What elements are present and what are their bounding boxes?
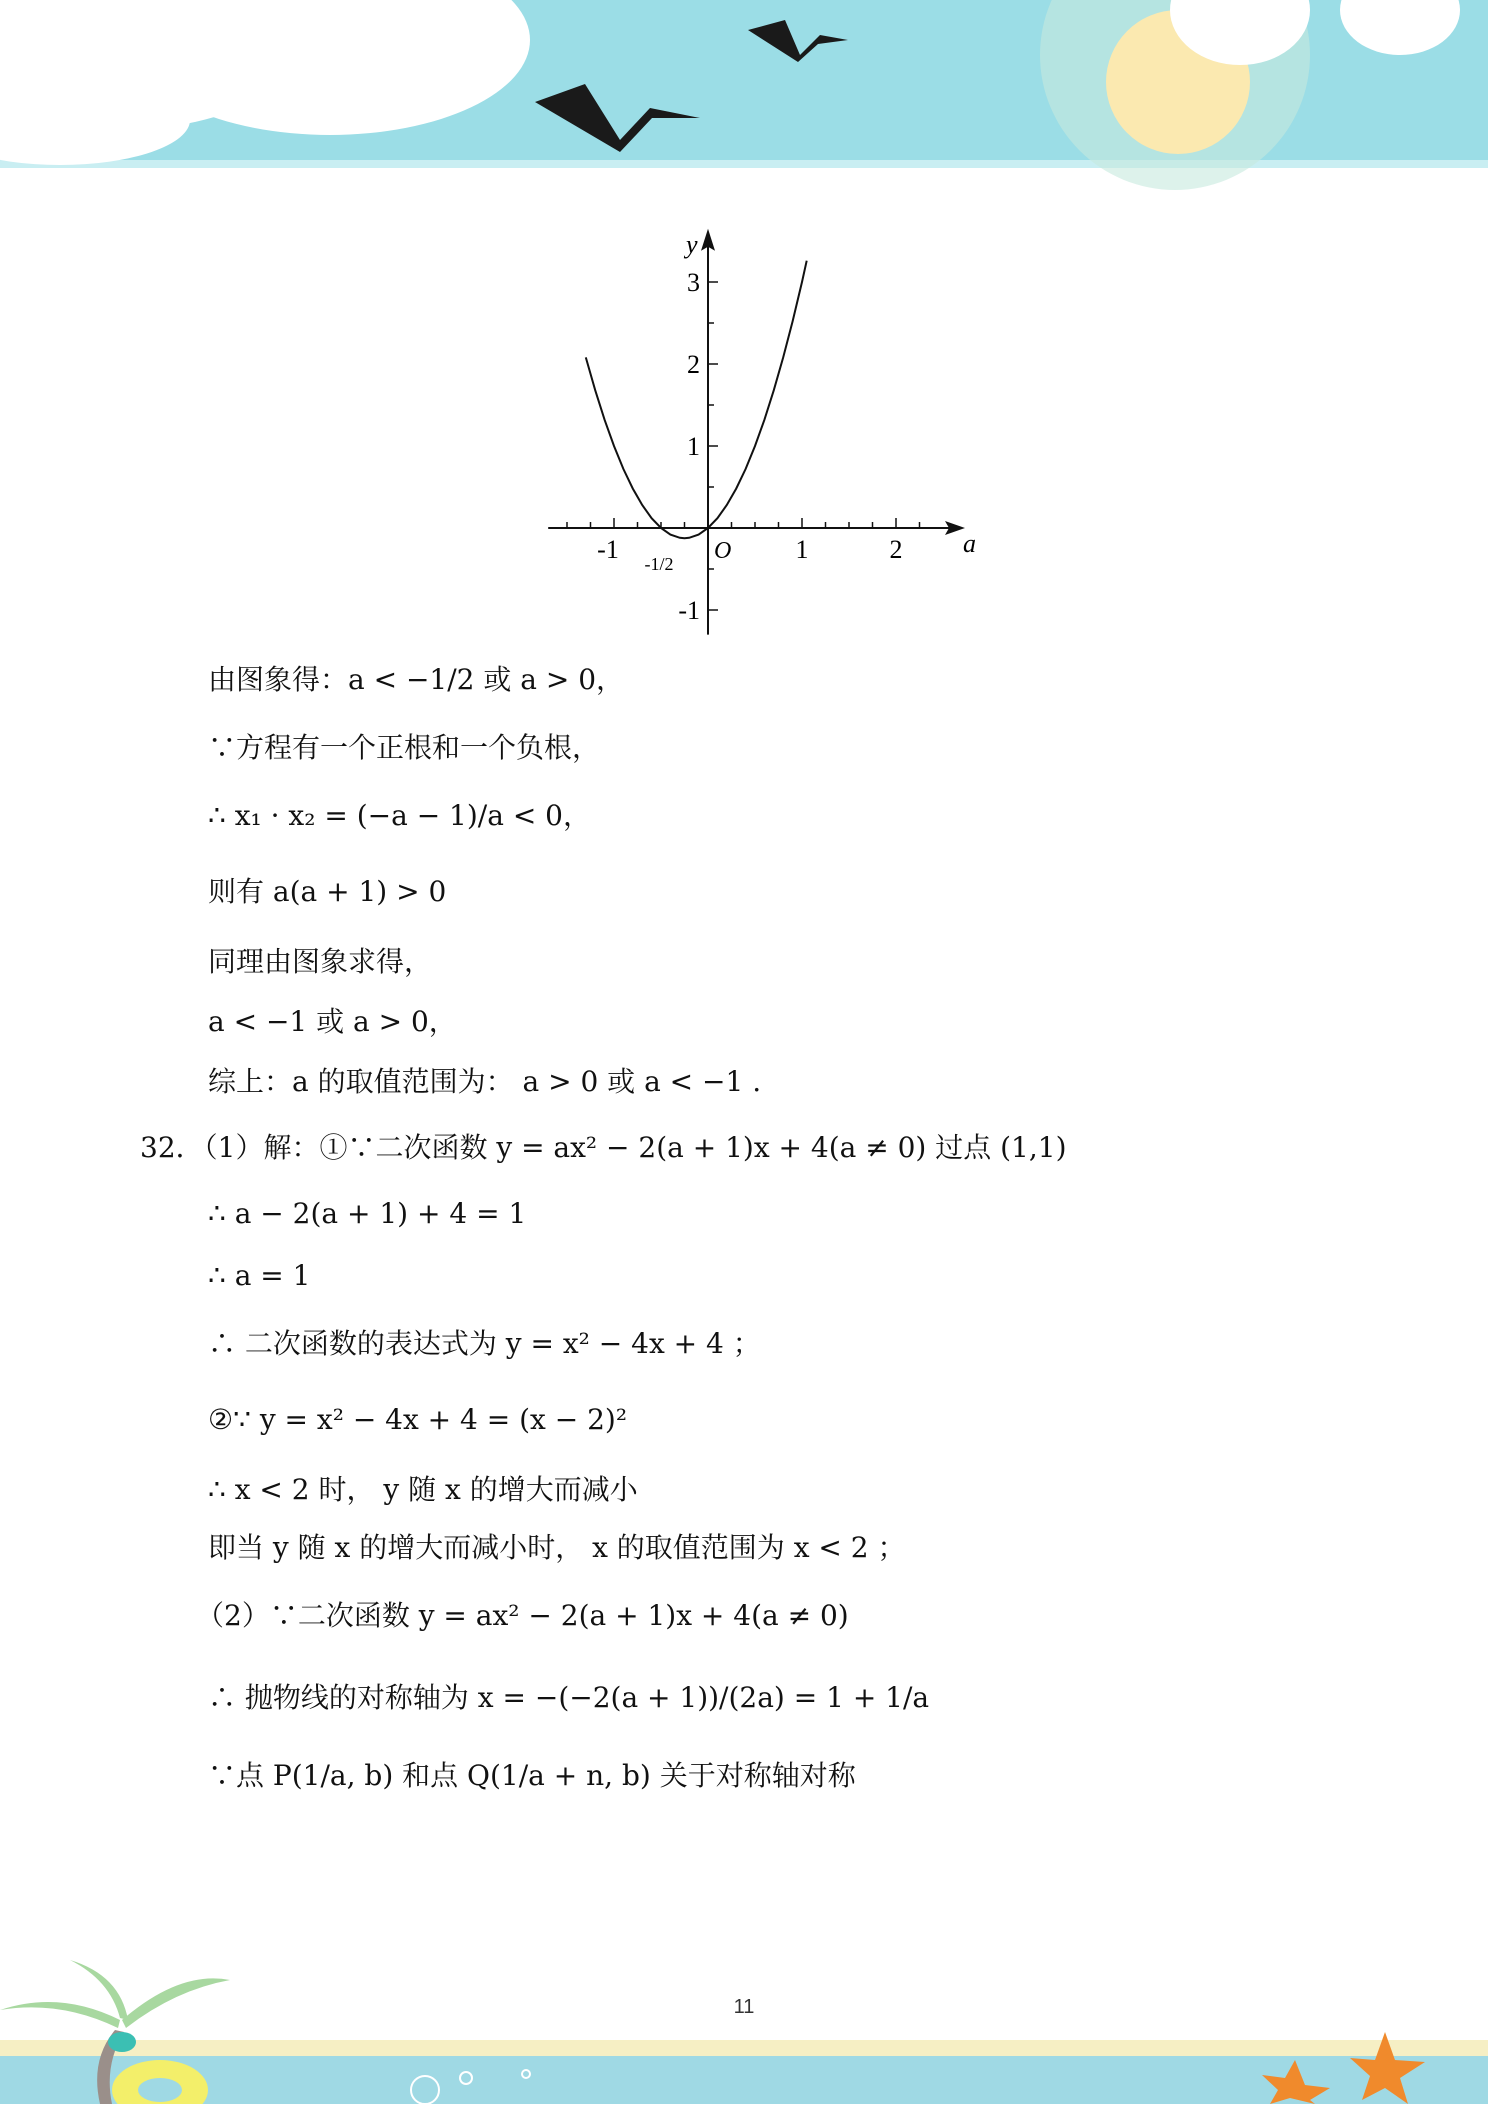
footer-banner (0, 1920, 1488, 2104)
y-axis-label: y (686, 229, 698, 259)
header-banner (0, 0, 1488, 168)
solution-line: ∴ 抛物线的对称轴为 x = −(−2(a + 1))/(2a) = 1 + 1/a (208, 1681, 930, 1714)
solution-line: 则有 a(a + 1) > 0 (208, 875, 447, 908)
solution-line: ∵点 P(1/a, b) 和点 Q(1/a + n, b) 关于对称轴对称 (208, 1759, 856, 1792)
parabola-curve (586, 261, 807, 539)
x-tick-label: 2 (889, 535, 903, 564)
x-tick-label: -1/2 (644, 554, 674, 574)
question-32-line: 32．（1）解：①∵二次函数 y = ax² − 2(a + 1)x + 4(a ≠ 0) 过点 (1,1) (140, 1131, 1067, 1164)
solution-line: （2）∵二次函数 y = ax² − 2(a + 1)x + 4(a ≠ 0) (196, 1599, 849, 1632)
solution-line: ∴ 二次函数的表达式为 y = x² − 4x + 4 ； (208, 1327, 761, 1360)
solution-line: 综上：a 的取值范围为： a > 0 或 a < −1 . (208, 1065, 762, 1098)
solution-line: ∵方程有一个正根和一个负根， (208, 731, 601, 764)
y-tick-label: -1 (678, 596, 700, 625)
solution-line: ∴ x < 2 时， y 随 x 的增大而减小 (208, 1473, 638, 1506)
y-tick-label: 2 (687, 350, 700, 379)
y-tick-label: 1 (687, 432, 700, 461)
graph-axes (548, 229, 965, 635)
page-number: 11 (733, 1996, 755, 2018)
solution-line: ②∵ y = x² − 4x + 4 = (x − 2)² (208, 1403, 628, 1436)
y-tick-label: 3 (687, 268, 700, 297)
solution-line: ∴ a − 2(a + 1) + 4 = 1 (208, 1197, 527, 1230)
solution-line: 由图象得：a < −1/2 或 a > 0， (208, 663, 625, 696)
origin-label: O (714, 538, 732, 564)
x-tick-label: -1 (597, 535, 619, 564)
solution-line: ∴ x₁ · x₂ = (−a − 1)/a < 0， (208, 799, 591, 832)
solution-line: 同理由图象求得， (208, 945, 433, 978)
x-tick-label: 1 (795, 535, 809, 564)
parabola-graph (530, 210, 976, 640)
solution-line: 即当 y 随 x 的增大而减小时， x 的取值范围为 x < 2 ； (208, 1531, 906, 1564)
x-axis-label: a (963, 529, 976, 558)
solution-line: a < −1 或 a > 0， (208, 1005, 457, 1038)
solution-line: ∴ a = 1 (208, 1259, 311, 1292)
